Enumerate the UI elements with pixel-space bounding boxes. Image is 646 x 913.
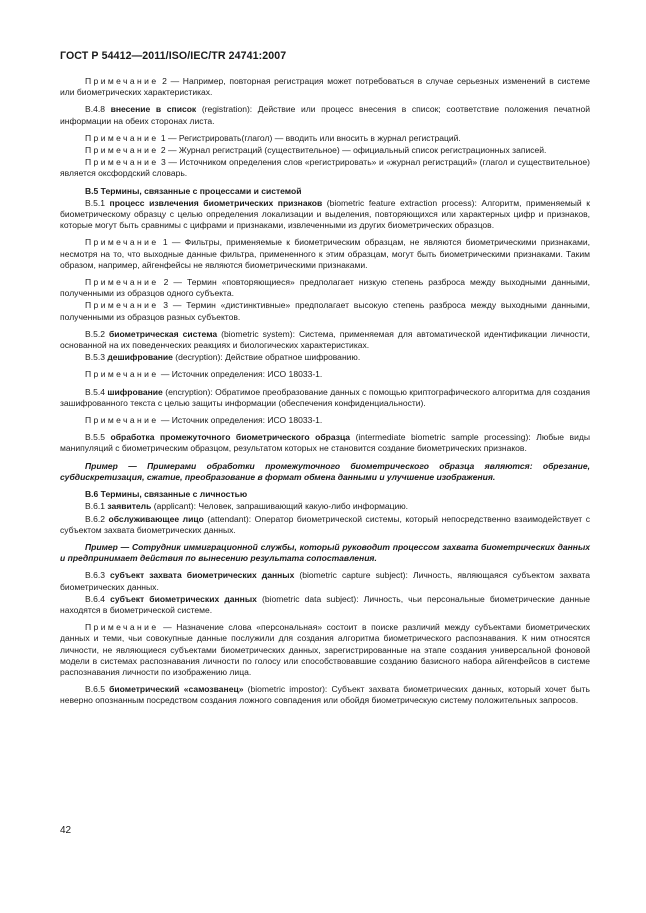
paragraph-term [60, 501, 590, 512]
term-number: В.5.4 [85, 386, 105, 397]
term-definition: (decryption): Действие обратное шифрованию. [172, 352, 361, 363]
term-definition: (applicant): Человек, запрашивающий какую-либо информацию. [151, 501, 409, 512]
paragraph-term [60, 104, 590, 126]
paragraph-term [60, 684, 590, 706]
note-text: — Источник определения: ИСО 18033-1. [158, 415, 323, 426]
paragraph-note [60, 237, 590, 271]
example-label: Пример — [85, 460, 137, 471]
note-text: — Источником определения слов «регистрировать» и «журнал регистраций» (глагол и существительное) является оксфордский словарь. [60, 157, 591, 179]
paragraph-term [60, 352, 590, 363]
note-number: 2 [163, 277, 169, 288]
paragraph-term [60, 432, 590, 454]
note-label: Примечание [85, 415, 159, 426]
note-label: Примечание [85, 277, 159, 288]
note-label: Примечание [85, 76, 159, 86]
term-number: В.6.1 [85, 501, 105, 512]
page-number: 42 [60, 825, 72, 836]
paragraph-note [60, 277, 590, 299]
term-name: дешифрование [107, 352, 173, 363]
paragraph-section [60, 186, 590, 197]
term-number: В.4.8 [85, 104, 105, 115]
paragraph-note [60, 415, 590, 426]
note-number: 1 [162, 237, 168, 248]
term-number: В.5.5 [85, 432, 105, 443]
term-definition: (biometric capture subject): Личность, являющаяся субъектом захвата биометрических данных. [60, 570, 591, 592]
note-text: — Назначение слова «персональная» состоит в поиске различий между субъектами биометрических данных и теми, чьи совокупные данные послужили для создания алгоритма биометрического распознавания. К ним относятся личности, не являющиеся субъектами биометрических данных, зарегистрированные на этапе создания универсальной фоновой модели в системах распознавания личности по голосу или способствовавшие созданию базисного набора айгенфейсов в системе распознавания личности по изображению лица. [60, 622, 590, 677]
note-label: Примечание [85, 157, 159, 168]
paragraph-example [60, 542, 590, 564]
term-definition: (intermediate biometric sample processing): Любые виды манипуляций с биометрическим образцом, результатом которых не становится создание биометрических признаков. [60, 432, 590, 454]
term-definition: (biometric feature extraction process): Алгоритм, применяемый к биометрическому образцу с целью определения локализации и выделения, повторяющихся или характерных цифр и признаков, которые могут быть сравнимы с цифрами и признаками, извлеченными из других биометрических образцов. [60, 197, 591, 231]
paragraph-note [60, 300, 590, 322]
note-text: — Фильтры, применяемые к биометрическим образцам, не являются биометрическими признаками, несмотря на то, что выходные данные фильтра, примененного к этим образцам, могут быть биометрическими признаками. Таким образом, например, айгенфейсы не являются биометрическими признаками. [60, 237, 590, 270]
note-label: Примечание [85, 622, 159, 633]
term-number: В.6.5 [85, 684, 105, 695]
paragraph-section [60, 489, 590, 500]
note-text: — Журнал регистраций (существительное) — официальный список регистрационных записей. [165, 145, 547, 156]
term-name: процесс извлечения биометрических признаков [109, 197, 323, 208]
note-text: — Источник определения: ИСО 18033-1. [158, 369, 323, 380]
term-number: В.6.4 [85, 593, 105, 604]
paragraph-note [60, 76, 590, 98]
note-text: — Термин «повторяющиеся» предполагает низкую степень разброса между выходными данными, полученными из образцов одного субъекта. [60, 277, 590, 299]
term-definition: (registration): Действие или процесс внесения в список; соответствие положения печатной информации на обеих сторонах листа. [60, 104, 590, 126]
example-label: Пример — [85, 541, 130, 552]
note-number: 3 [161, 157, 166, 168]
note-label: Примечание [85, 369, 159, 380]
note-number: 3 [163, 300, 169, 311]
paragraph-note [60, 133, 590, 144]
term-number: В.5.3 [85, 352, 105, 363]
term-definition: (encryption): Обратимое преобразование данных с помощью криптографического алгоритма для создания зашифрованного текста с целью защиты информации (обеспечения конфиденциальности). [60, 386, 591, 408]
term-name: заявитель [107, 501, 152, 512]
section-heading: В.5 Термины, связанные с процессами и системой [85, 185, 302, 196]
term-name: биометрический «самозванец» [109, 684, 244, 695]
term-name: субъект биометрических данных [110, 593, 257, 604]
term-name: шифрование [107, 386, 163, 397]
note-text: — Термин «дистинктивные» предполагает высокую степень разброса между выходными данными, полученными из образцов разных субъектов. [60, 300, 591, 322]
term-name: субъект захвата биометрических данных [110, 570, 295, 581]
term-definition: (biometric data subject): Личность, чьи персональные биометрические данные находятся в биометрической системе. [60, 593, 590, 615]
document-body [60, 76, 590, 713]
paragraph-term [60, 594, 590, 616]
paragraph-term [60, 387, 590, 409]
note-label: Примечание [85, 300, 159, 311]
paragraph-note [60, 145, 590, 156]
term-definition: (attendant): Оператор биометрической системы, который непосредственно взаимодействует с субъектом захвата биометрических данных. [60, 513, 591, 535]
paragraph-note [60, 369, 590, 380]
example-text: Сотрудник иммиграционной службы, который руководит процессом захвата биометрических данных и предпринимает действия по вынесению результата сопоставления. [60, 541, 590, 564]
example-text: Примерами обработки промежуточного биометрического образца являются: обрезание, субдискретизация, сжатие, преобразование в формат обмена данными и улучшение изображения. [60, 460, 590, 482]
term-number: В.5.1 [85, 197, 105, 208]
paragraph-term [60, 329, 590, 351]
paragraph-term [60, 198, 590, 232]
term-definition: (biometric system): Система, применяемая для автоматической идентификации личности, основанной на их поведенческих реакциях и биологических характеристиках. [60, 328, 590, 351]
term-definition: (biometric impostor): Субъект захвата биометрических данных, который хочет быть неверно опознанным посредством создания ложного совпадения или обойдя биометрическую систему положительных запросов. [60, 684, 591, 706]
term-name: биометрическая система [108, 328, 218, 339]
term-name: обработка промежуточного биометрического образца [110, 432, 351, 443]
note-text: — Регистрировать(глагол) — вводить или вносить в журнал регистраций. [165, 132, 461, 143]
paragraph-note [60, 622, 590, 678]
paragraph-note [60, 157, 590, 179]
note-label: Примечание [85, 132, 159, 143]
document-header: ГОСТ Р 54412—2011/ISO/IEC/TR 24741:2007 [60, 50, 287, 62]
term-number: В.5.2 [85, 328, 105, 339]
note-number: 1 [160, 132, 166, 143]
term-number: В.6.2 [85, 513, 105, 524]
term-number: В.6.3 [85, 570, 105, 581]
note-number: 2 [160, 145, 166, 156]
note-label: Примечание [85, 237, 159, 248]
note-number: 2 [162, 76, 167, 86]
term-name: внесение в список [110, 104, 197, 115]
note-text: — Например, повторная регистрация может потребоваться в случае серьезных изменений в системе или биометрических характеристиках. [60, 76, 590, 98]
section-heading: В.6 Термины, связанные с личностью [85, 489, 248, 500]
paragraph-term [60, 514, 590, 536]
paragraph-example [60, 461, 590, 483]
paragraph-term [60, 570, 590, 592]
note-label: Примечание [85, 145, 159, 156]
term-name: обслуживающее лицо [108, 513, 204, 524]
